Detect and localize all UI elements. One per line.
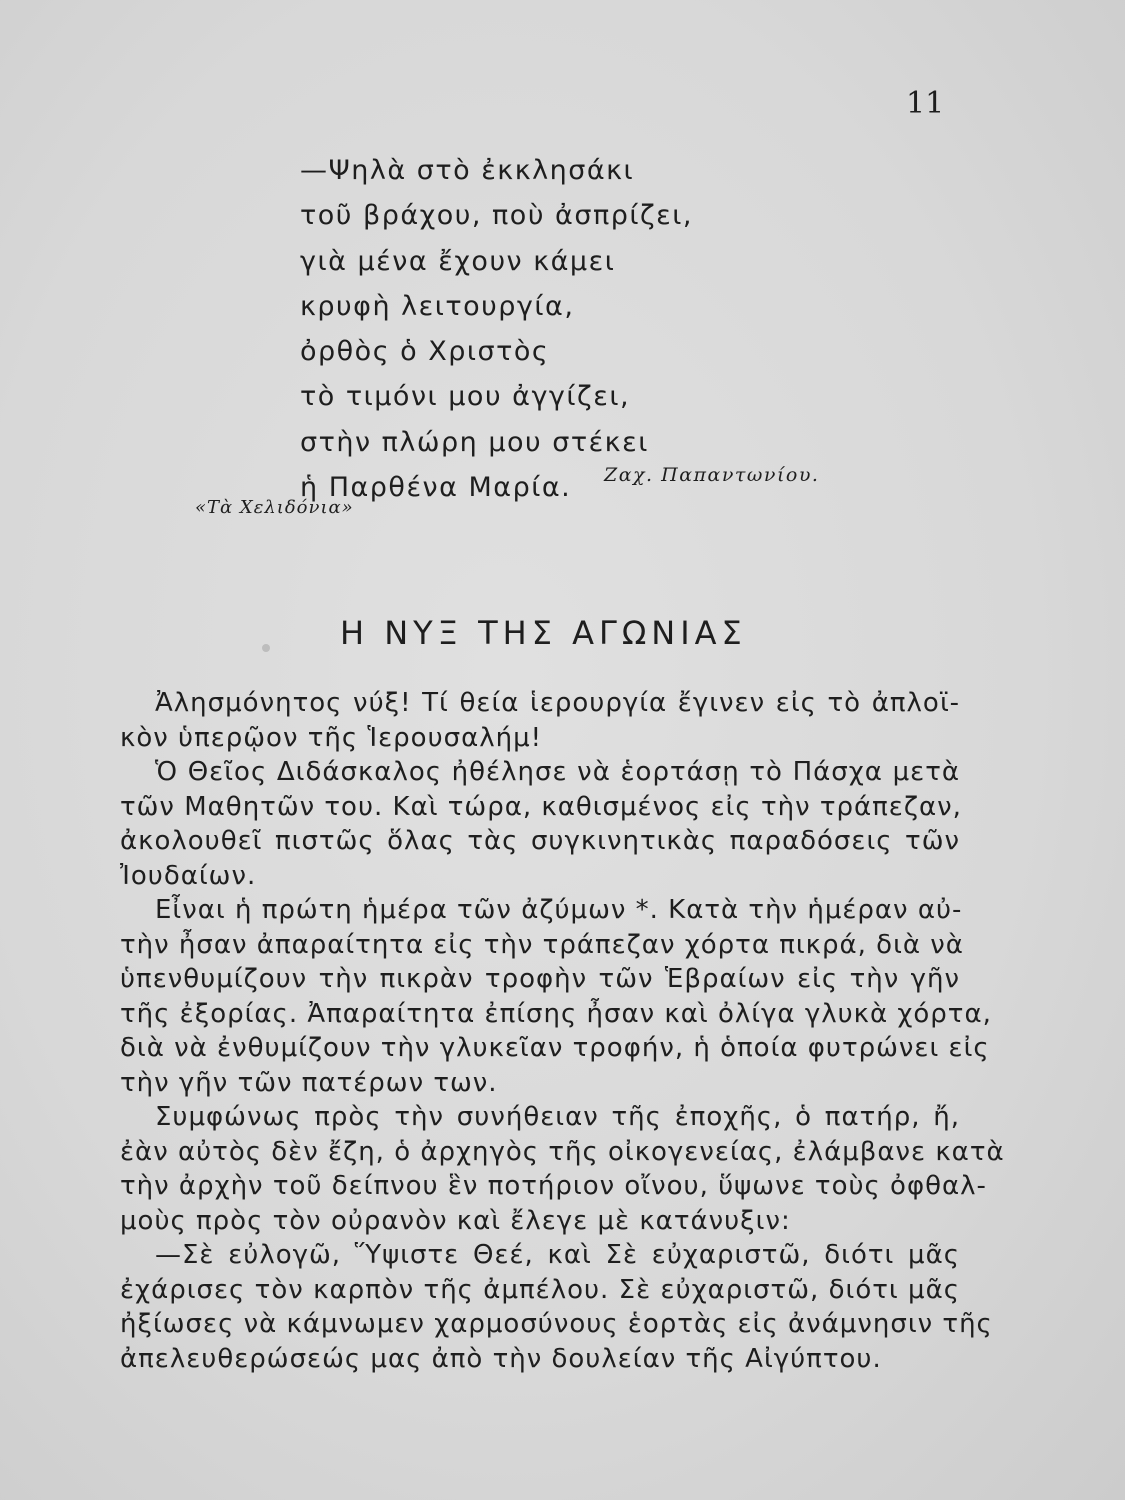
- body-line: Συμφώνως πρὸς τὴν συνήθειαν τῆς ἐποχῆς, ὁ πατήρ, ἤ,: [155, 1102, 960, 1132]
- poem-author: Ζαχ. Παπαντωνίου.: [604, 464, 820, 486]
- poem-line: τοῦ βράχου, ποὺ ἀσπρίζει,: [300, 200, 693, 232]
- body-line: κὸν ὑπερῷον τῆς Ἱερουσαλήμ!: [120, 722, 543, 753]
- body-line: ἠξίωσες νὰ κάμνωμεν χαρμοσύνους ἑορτὰς εἰς ἀνάμνησιν τῆς: [120, 1309, 993, 1339]
- body-line: ἀπελευθερώσεώς μας ἀπὸ τὴν δουλείαν τῆς Αἰγύπτου.: [120, 1343, 882, 1374]
- poem-line: ἡ Παρθένα Μαρία.: [300, 472, 572, 504]
- poem-source: «Τὰ Χελιδόνια»: [195, 497, 354, 518]
- body-line: ἐὰν αὐτὸς δὲν ἔζη, ὁ ἀρχηγὸς τῆς οἰκογενείας, ἐλάμβανε κατὰ: [120, 1136, 1005, 1167]
- poem-line: κρυφὴ λειτουργία,: [300, 290, 575, 322]
- body-line: —Σὲ εὐλογῶ, Ὕψιστε Θεέ, καὶ Σὲ εὐχαριστῶ, διότι μᾶς: [155, 1240, 960, 1270]
- poem-line: στὴν πλώρη μου στέκει: [300, 426, 649, 458]
- poem-line: —Ψηλὰ στὸ ἐκκλησάκι: [300, 155, 635, 186]
- article-title: Η ΝΥΞ ΤΗΣ ΑΓΩΝΙΑΣ: [340, 614, 747, 652]
- poem-line: γιὰ μένα ἔχουν κάμει: [300, 245, 616, 277]
- body-line: μοὺς πρὸς τὸν οὐρανὸν καὶ ἔλεγε μὲ κατάνυξιν:: [120, 1205, 791, 1236]
- body-line: τὴν γῆν τῶν πατέρων των.: [120, 1067, 498, 1098]
- poem-line: τὸ τιμόνι μου ἀγγίζει,: [300, 381, 631, 413]
- body-line: τῆς ἐξορίας. Ἀπαραίτητα ἐπίσης ἦσαν καὶ ὀλίγα γλυκὰ χόρτα,: [120, 998, 992, 1029]
- body-line: Εἶναι ἡ πρώτη ἡμέρα τῶν ἀζύμων *. Κατὰ τὴν ἡμέραν αὐ-: [155, 895, 963, 925]
- body-line: Ὁ Θεῖος Διδάσκαλος ἠθέλησε νὰ ἑορτάσῃ τὸ Πάσχα μετὰ: [155, 757, 960, 787]
- body-line: διὰ νὰ ἐνθυμίζουν τὴν γλυκεῖαν τροφήν, ἡ ὁποία φυτρώνει εἰς: [120, 1033, 990, 1063]
- poem-stanza: [300, 148, 693, 510]
- body-line: Ἀλησμόνητος νύξ! Τί θεία ἱερουργία ἔγινεν εἰς τὸ ἀπλοϊ-: [155, 688, 960, 718]
- page-number: 11: [906, 86, 945, 121]
- article-body: [120, 686, 1005, 1376]
- print-speck: [262, 644, 270, 652]
- body-line: ἐχάρισες τὸν καρπὸν τῆς ἀμπέλου. Σὲ εὐχαριστῶ, διότι μᾶς: [120, 1274, 960, 1305]
- body-line: ἀκολουθεῖ πιστῶς ὅλας τὰς συγκινητικὰς παραδόσεις τῶν: [120, 826, 960, 856]
- body-line: τὴν ἀρχὴν τοῦ δείπνου ἓν ποτήριον οἴνου, ὕψωνε τοὺς ὀφθαλ-: [120, 1171, 987, 1201]
- body-line: Ἰουδαίων.: [120, 860, 257, 891]
- body-line: ὑπενθυμίζουν τὴν πικρὰν τροφὴν τῶν Ἑβραίων εἰς τὴν γῆν: [120, 964, 960, 994]
- poem-line: ὀρθὸς ὁ Χριστὸς: [300, 336, 550, 368]
- body-line: τὴν ἦσαν ἀπαραίτητα εἰς τὴν τράπεζαν χόρτα πικρά, διὰ νὰ: [120, 929, 964, 960]
- body-line: τῶν Μαθητῶν του. Καὶ τώρα, καθισμένος εἰς τὴν τράπεζαν,: [120, 791, 962, 822]
